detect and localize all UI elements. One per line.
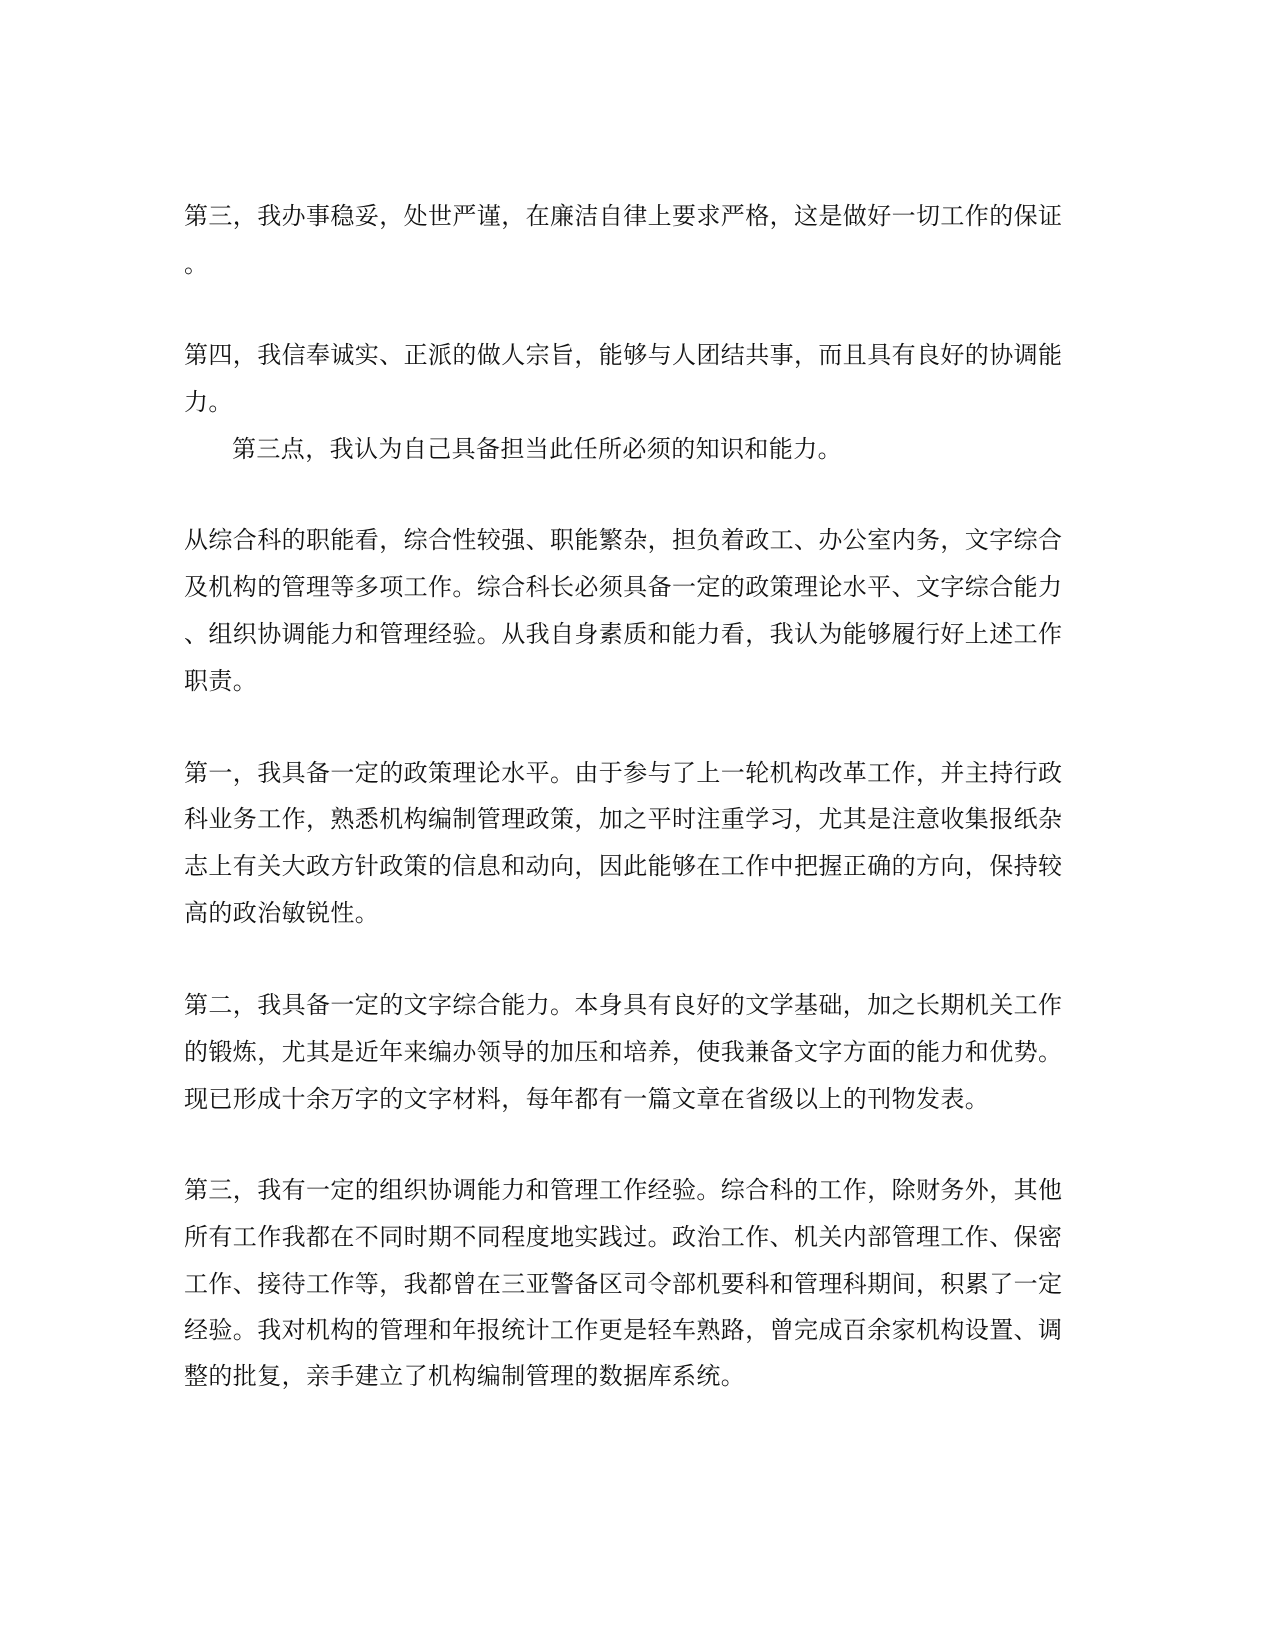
para-5-line-2: 的锻炼，尤其是近年来编办领导的加压和培养，使我兼备文字方面的能力和优势。 [184, 1038, 1063, 1066]
para-6-line-2: 所有工作我都在不同时期不同程度地实践过。政治工作、机关内部管理工作、保密 [184, 1223, 1063, 1251]
para-3-line-4: 职责。 [184, 667, 258, 695]
para-1-line-1: 第三，我办事稳妥，处世严谨，在廉洁自律上要求严格，这是做好一切工作的保证 [184, 202, 1063, 230]
para-1-line-2: 。 [184, 250, 209, 278]
para-6-line-5: 整的批复，亲手建立了机构编制管理的数据库系统。 [184, 1362, 746, 1390]
para-5-line-1: 第二，我具备一定的文字综合能力。本身具有良好的文学基础，加之长期机关工作 [184, 991, 1063, 1019]
para-4-line-2: 科业务工作，熟悉机构编制管理政策，加之平时注重学习，尤其是注意收集报纸杂 [184, 805, 1063, 833]
para-6-line-4: 经验。我对机构的管理和年报统计工作更是轻车熟路，曾完成百余家机构设置、调 [184, 1316, 1063, 1344]
para-6-line-1: 第三，我有一定的组织协调能力和管理工作经验。综合科的工作，除财务外，其他 [184, 1176, 1063, 1204]
para-3-line-2: 及机构的管理等多项工作。综合科长必须具备一定的政策理论水平、文字综合能力 [184, 573, 1063, 601]
para-3-line-3: 、组织协调能力和管理经验。从我自身素质和能力看，我认为能够履行好上述工作 [184, 620, 1063, 648]
para-2-line-2: 力。 [184, 388, 233, 416]
section-heading-third-point: 第三点，我认为自己具备担当此任所必须的知识和能力。 [232, 435, 842, 463]
para-4-line-1: 第一，我具备一定的政策理论水平。由于参与了上一轮机构改革工作，并主持行政 [184, 759, 1063, 787]
para-4-line-3: 志上有关大政方针政策的信息和动向，因此能够在工作中把握正确的方向，保持较 [184, 852, 1063, 880]
para-4-line-4: 高的政治敏锐性。 [184, 899, 380, 927]
para-3-line-1: 从综合科的职能看，综合性较强、职能繁杂，担负着政工、办公室内务，文字综合 [184, 526, 1063, 554]
para-5-line-3: 现已形成十余万字的文字材料，每年都有一篇文章在省级以上的刊物发表。 [184, 1085, 990, 1113]
para-2-line-1: 第四，我信奉诚实、正派的做人宗旨，能够与人团结共事，而且具有良好的协调能 [184, 341, 1063, 369]
para-6-line-3: 工作、接待工作等，我都曾在三亚警备区司令部机要科和管理科期间，积累了一定 [184, 1270, 1063, 1298]
